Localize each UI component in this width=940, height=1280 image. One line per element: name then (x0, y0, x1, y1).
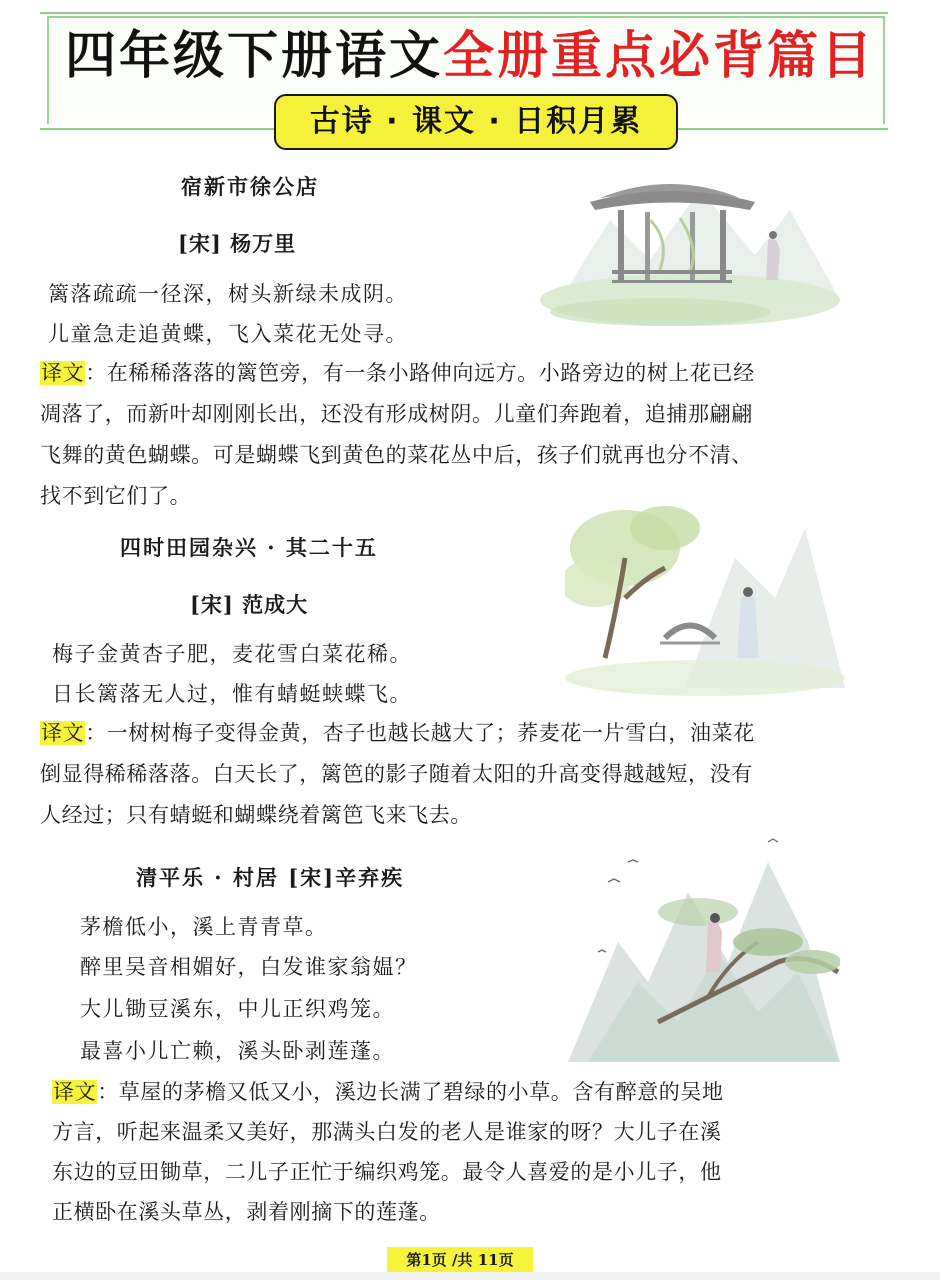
translation-line: ：一树树梅子变得金黄，杏子也越长越大了；荞麦花一片雪白，油菜花 (85, 721, 755, 745)
translation-label: 译文 (53, 1080, 97, 1104)
translation-paragraph (40, 713, 880, 836)
translation-line: ：草屋的茅檐又低又小，溪边长满了碧绿的小草。含有醉意的吴地 (97, 1080, 724, 1104)
pavilion-illustration (540, 140, 850, 330)
translation-label: 译文 (41, 361, 85, 385)
translation-line: 找不到它们了。 (40, 484, 192, 508)
translation-line: 人经过；只有蜻蜓和蝴蝶绕着篱笆飞来飞去。 (40, 803, 472, 827)
poem-line: 醉里吴音相媚好，白发谁家翁媪？ (80, 955, 418, 979)
translation-line: 飞舞的黄色蝴蝶。可是蝴蝶飞到黄色的菜花丛中后，孩子们就再也分不清、 (40, 443, 753, 467)
translation-line: ：在稀稀落落的篱笆旁，有一条小路伸向远方。小路旁边的树上花已经 (85, 361, 755, 385)
translation-line: 方言，听起来温柔又美好，那满头白发的老人是谁家的呀？大儿子在溪 (52, 1120, 722, 1144)
poem-line: 日长篱落无人过，惟有蜻蜓蛱蝶飞。 (52, 682, 412, 706)
translation-line: 正横卧在溪头草丛，剥着刚摘下的莲蓬。 (52, 1200, 441, 1224)
poem-line: 儿童急走追黄蝶，飞入菜花无处寻。 (48, 322, 408, 346)
page-title-black: 四年级下册语文 (64, 27, 443, 86)
mountain-pine-illustration (568, 822, 840, 1082)
poem-line: 最喜小儿亡赖，溪头卧剥莲蓬。 (80, 1039, 395, 1063)
poem-line: 篱落疏疏一径深，树头新绿未成阴。 (48, 282, 408, 306)
poem-author: [宋] 范成大 (190, 592, 309, 617)
translation-line: 凋落了，而新叶却刚刚长出，还没有形成树阴。儿童们奔跑着，追捕那翩翩 (40, 402, 753, 426)
page-indicator: 第1页 /共 11页 (387, 1247, 533, 1273)
poem-line: 茅檐低小，溪上青青草。 (80, 915, 328, 939)
poem-title: 四时田园杂兴 · 其二十五 (120, 535, 378, 560)
poem-line: 梅子金黄杏子肥，麦花雪白菜花稀。 (52, 642, 412, 666)
translation-line: 东边的豆田锄草，二儿子正忙于编织鸡笼。最令人喜爱的是小儿子，他 (52, 1160, 722, 1184)
page-title (0, 24, 940, 90)
page-title-red: 全册重点必背篇目 (443, 27, 876, 86)
translation-label: 译文 (41, 721, 85, 745)
tree-bridge-illustration (565, 488, 845, 698)
poem-author: [宋] 杨万里 (178, 231, 297, 256)
page-subtitle: 古诗 · 课文 · 日积月累 (274, 94, 678, 150)
poem-title: 宿新市徐公店 (181, 174, 319, 199)
footer-strip (0, 1272, 940, 1280)
poem-line: 大儿锄豆溪东，中儿正织鸡笼。 (80, 997, 395, 1021)
header-top-rule (40, 12, 888, 14)
translation-paragraph (40, 353, 880, 517)
poem-title: 清平乐 · 村居 [宋]辛弃疾 (136, 865, 405, 890)
translation-line: 倒显得稀稀落落。白天长了，篱笆的影子随着太阳的升高变得越越短，没有 (40, 762, 753, 786)
translation-paragraph (52, 1072, 882, 1232)
